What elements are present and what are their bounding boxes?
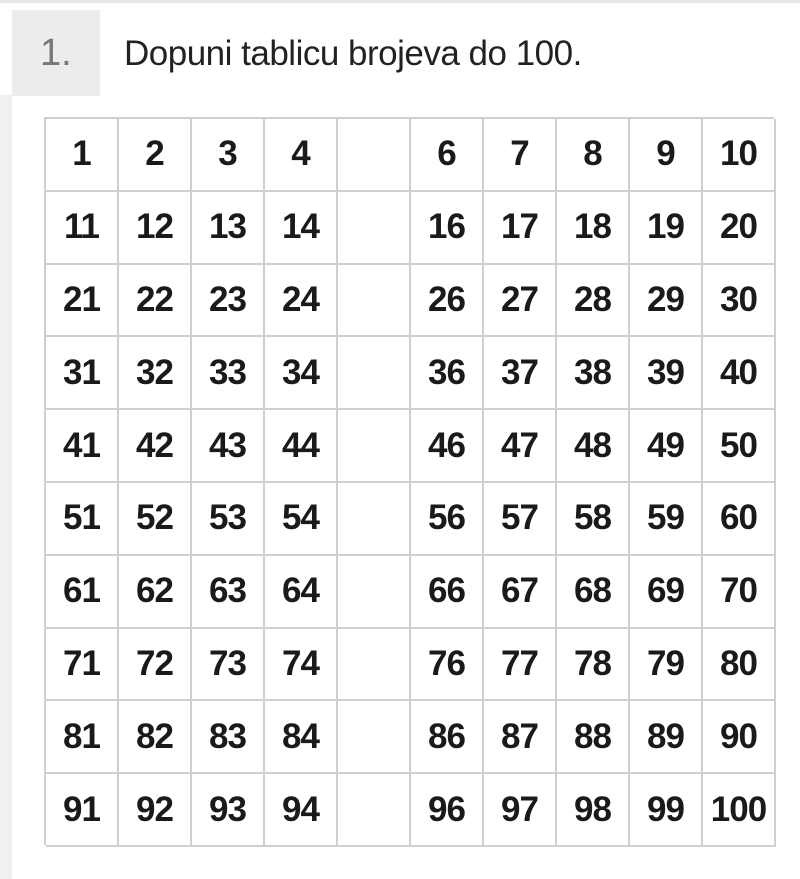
number-cell: 56 (411, 483, 484, 556)
number-cell: 38 (557, 337, 630, 410)
top-divider (0, 0, 800, 3)
number-cell: 77 (484, 629, 557, 702)
number-cell: 6 (411, 119, 484, 192)
number-cell: 81 (46, 701, 119, 774)
number-cell: 91 (46, 774, 119, 847)
number-cell: 32 (119, 337, 192, 410)
number-cell: 66 (411, 556, 484, 629)
number-cell: 22 (119, 265, 192, 338)
page-margin-strip (0, 95, 12, 879)
number-cell: 72 (119, 629, 192, 702)
number-cell: 96 (411, 774, 484, 847)
number-cell: 28 (557, 265, 630, 338)
number-cell: 93 (192, 774, 265, 847)
number-cell: 24 (265, 265, 338, 338)
blank-cell[interactable] (338, 265, 411, 338)
number-cell: 89 (630, 701, 703, 774)
number-cell: 54 (265, 483, 338, 556)
blank-cell[interactable] (338, 192, 411, 265)
number-cell: 94 (265, 774, 338, 847)
number-cell: 13 (192, 192, 265, 265)
number-cell: 9 (630, 119, 703, 192)
number-cell: 48 (557, 410, 630, 483)
number-cell: 83 (192, 701, 265, 774)
number-cell: 47 (484, 410, 557, 483)
blank-cell[interactable] (338, 556, 411, 629)
number-cell: 2 (119, 119, 192, 192)
hundred-chart-table (44, 117, 774, 845)
number-cell: 16 (411, 192, 484, 265)
number-cell: 31 (46, 337, 119, 410)
number-cell: 34 (265, 337, 338, 410)
number-cell: 63 (192, 556, 265, 629)
number-cell: 21 (46, 265, 119, 338)
number-cell: 20 (703, 192, 776, 265)
number-cell: 69 (630, 556, 703, 629)
number-cell: 60 (703, 483, 776, 556)
blank-cell[interactable] (338, 119, 411, 192)
number-cell: 4 (265, 119, 338, 192)
number-cell: 84 (265, 701, 338, 774)
number-cell: 57 (484, 483, 557, 556)
number-cell: 67 (484, 556, 557, 629)
number-cell: 97 (484, 774, 557, 847)
number-cell: 26 (411, 265, 484, 338)
number-cell: 80 (703, 629, 776, 702)
number-cell: 36 (411, 337, 484, 410)
number-cell: 11 (46, 192, 119, 265)
blank-cell[interactable] (338, 774, 411, 847)
number-cell: 59 (630, 483, 703, 556)
number-cell: 88 (557, 701, 630, 774)
number-cell: 52 (119, 483, 192, 556)
number-cell: 17 (484, 192, 557, 265)
blank-cell[interactable] (338, 701, 411, 774)
number-cell: 19 (630, 192, 703, 265)
number-cell: 43 (192, 410, 265, 483)
number-cell: 27 (484, 265, 557, 338)
number-cell: 49 (630, 410, 703, 483)
number-cell: 23 (192, 265, 265, 338)
number-cell: 3 (192, 119, 265, 192)
number-cell: 78 (557, 629, 630, 702)
number-cell: 74 (265, 629, 338, 702)
number-cell: 58 (557, 483, 630, 556)
number-cell: 37 (484, 337, 557, 410)
number-cell: 1 (46, 119, 119, 192)
number-cell: 44 (265, 410, 338, 483)
number-cell: 30 (703, 265, 776, 338)
number-cell: 41 (46, 410, 119, 483)
number-cell: 40 (703, 337, 776, 410)
task-instruction: Dopuni tablicu brojeva do 100. (124, 34, 582, 73)
blank-cell[interactable] (338, 629, 411, 702)
number-cell: 46 (411, 410, 484, 483)
number-cell: 87 (484, 701, 557, 774)
number-cell: 29 (630, 265, 703, 338)
number-cell: 100 (703, 774, 776, 847)
blank-cell[interactable] (338, 483, 411, 556)
number-cell: 53 (192, 483, 265, 556)
number-cell: 68 (557, 556, 630, 629)
number-cell: 98 (557, 774, 630, 847)
number-cell: 18 (557, 192, 630, 265)
number-cell: 73 (192, 629, 265, 702)
number-cell: 7 (484, 119, 557, 192)
number-cell: 86 (411, 701, 484, 774)
number-cell: 39 (630, 337, 703, 410)
number-cell: 64 (265, 556, 338, 629)
number-cell: 92 (119, 774, 192, 847)
number-cell: 71 (46, 629, 119, 702)
number-cell: 8 (557, 119, 630, 192)
number-cell: 42 (119, 410, 192, 483)
blank-cell[interactable] (338, 410, 411, 483)
task-number: 1. (12, 10, 100, 96)
number-cell: 12 (119, 192, 192, 265)
number-cell: 79 (630, 629, 703, 702)
number-cell: 51 (46, 483, 119, 556)
number-cell: 33 (192, 337, 265, 410)
number-cell: 61 (46, 556, 119, 629)
number-cell: 10 (703, 119, 776, 192)
number-cell: 76 (411, 629, 484, 702)
number-cell: 99 (630, 774, 703, 847)
number-cell: 82 (119, 701, 192, 774)
number-cell: 50 (703, 410, 776, 483)
number-cell: 70 (703, 556, 776, 629)
number-cell: 62 (119, 556, 192, 629)
number-cell: 90 (703, 701, 776, 774)
blank-cell[interactable] (338, 337, 411, 410)
number-cell: 14 (265, 192, 338, 265)
